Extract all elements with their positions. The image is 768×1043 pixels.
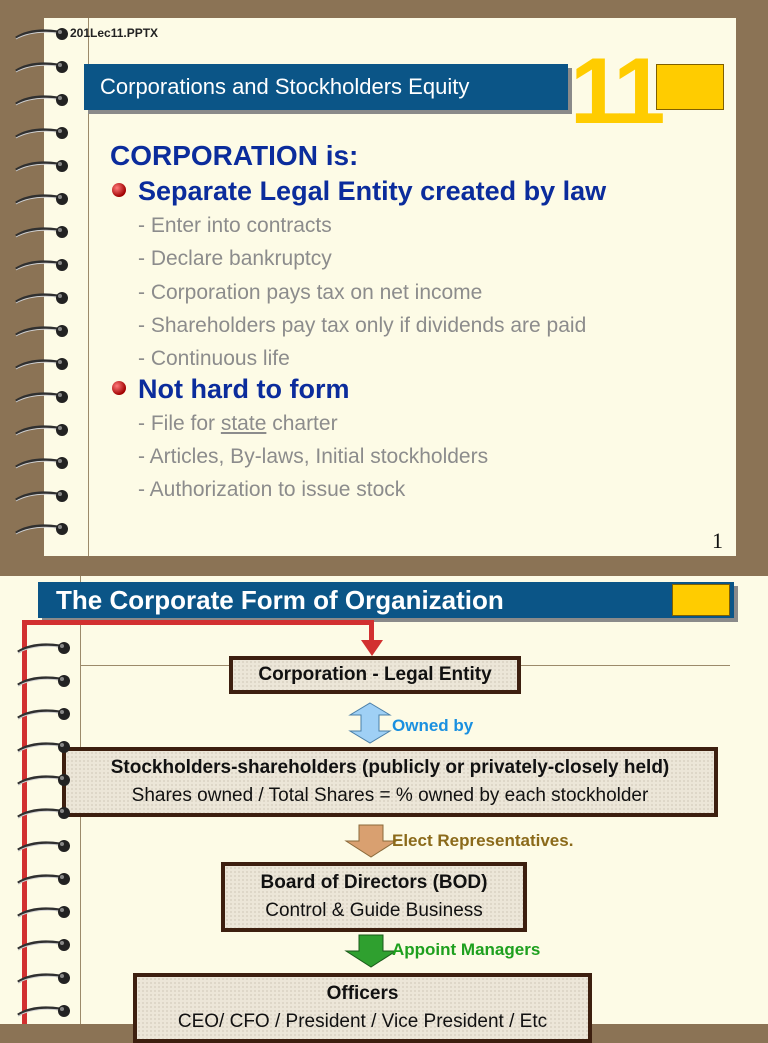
accent-box [672,584,730,616]
officers-line: CEO/ CFO / President / Vice President / Etc [177,1011,548,1032]
board-of-directors-box [221,862,527,932]
bullet-label: Separate Legal Entity created by law [138,176,607,206]
spiral-binding-ring-icon [12,26,64,40]
slide-2-title-bar [38,582,734,618]
chapter-number: 11 [570,38,662,143]
red-bullet-icon [112,183,126,197]
spiral-binding-ring-icon [12,455,64,469]
spiral-binding-ring-icon [12,488,64,502]
slide-2-title: The Corporate Form of Organization [56,585,504,615]
spiral-binding-ring-icon [12,92,64,106]
sub-item: - Declare bankruptcy [138,247,332,270]
spiral-binding-ring-icon [14,937,66,951]
spiral-binding-ring-icon [12,158,64,172]
stockholders-line: Shares owned / Total Shares = % owned by each stockholder [131,785,649,806]
bullet-separate-legal-entity [112,176,606,207]
spiral-binding-ring-icon [12,224,64,238]
sub-item-suffix: charter [266,412,338,435]
spiral-binding-ring-icon [14,871,66,885]
spiral-binding-ring-icon [14,739,66,753]
double-arrow-icon [344,702,396,744]
spiral-binding-ring-icon [12,521,64,535]
spiral-binding-ring-icon [14,772,66,786]
filename-label: 201Lec11.PPTX [70,26,159,40]
spiral-binding-ring-icon [14,838,66,852]
spiral-binding-ring-icon [12,125,64,139]
state-link: state [220,412,267,435]
sub-item: - Corporation pays tax on net income [138,281,483,304]
sub-item: - Articles, By-laws, Initial stockholders [138,445,489,468]
owned-by-label: Owned by [392,716,474,735]
spiral-binding-ring-icon [12,389,64,403]
page-number: 1 [712,528,723,553]
bullet-label: Not hard to form [138,374,350,404]
officers-box [133,973,592,1043]
appoint-managers-label: Appoint Managers [392,940,541,959]
sub-item: - Authorization to issue stock [138,478,406,501]
sub-item: - Continuous life [138,347,290,370]
accent-box [656,64,724,110]
stockholders-title: Stockholders-shareholders (publicly or privately-closely held) [110,757,670,778]
corporation-box: Corporation - Legal Entity [229,656,521,694]
spiral-binding-ring-icon [14,673,66,687]
bod-line: Control & Guide Business [265,900,483,921]
down-arrow-icon [344,824,398,858]
spiral-binding-ring-icon [14,640,66,654]
elect-representatives-label: Elect Representatives. [392,831,574,850]
spiral-binding-ring-icon [12,257,64,271]
spiral-binding-ring-icon [14,805,66,819]
red-bullet-icon [112,381,126,395]
sub-item: - Enter into contracts [138,214,332,237]
spiral-binding-ring-icon [12,191,64,205]
slide-1-title-bar [84,64,568,110]
spiral-binding-ring-icon [14,1003,66,1017]
spiral-binding-ring-icon [12,422,64,436]
spiral-binding-ring-icon [14,706,66,720]
spiral-binding-ring-icon [12,323,64,337]
spiral-binding-ring-icon [12,290,64,304]
bod-title: Board of Directors (BOD) [260,872,488,893]
slide-1-title: Corporations and Stockholders Equity [100,74,470,99]
spiral-binding-ring-icon [14,970,66,984]
spiral-binding-ring-icon [12,59,64,73]
sub-item: - Shareholders pay tax only if dividends are paid [138,314,587,337]
sub-item [138,412,338,436]
connector-line [22,620,374,625]
bullet-not-hard-to-form [112,374,349,405]
spiral-binding-ring-icon [12,356,64,370]
sub-item-prefix: - File for [138,412,221,435]
stockholders-box [62,747,718,817]
down-arrow-icon [344,934,398,968]
slide-1-heading: CORPORATION is: [110,140,359,171]
spiral-binding-ring-icon [14,904,66,918]
officers-title: Officers [326,983,399,1004]
